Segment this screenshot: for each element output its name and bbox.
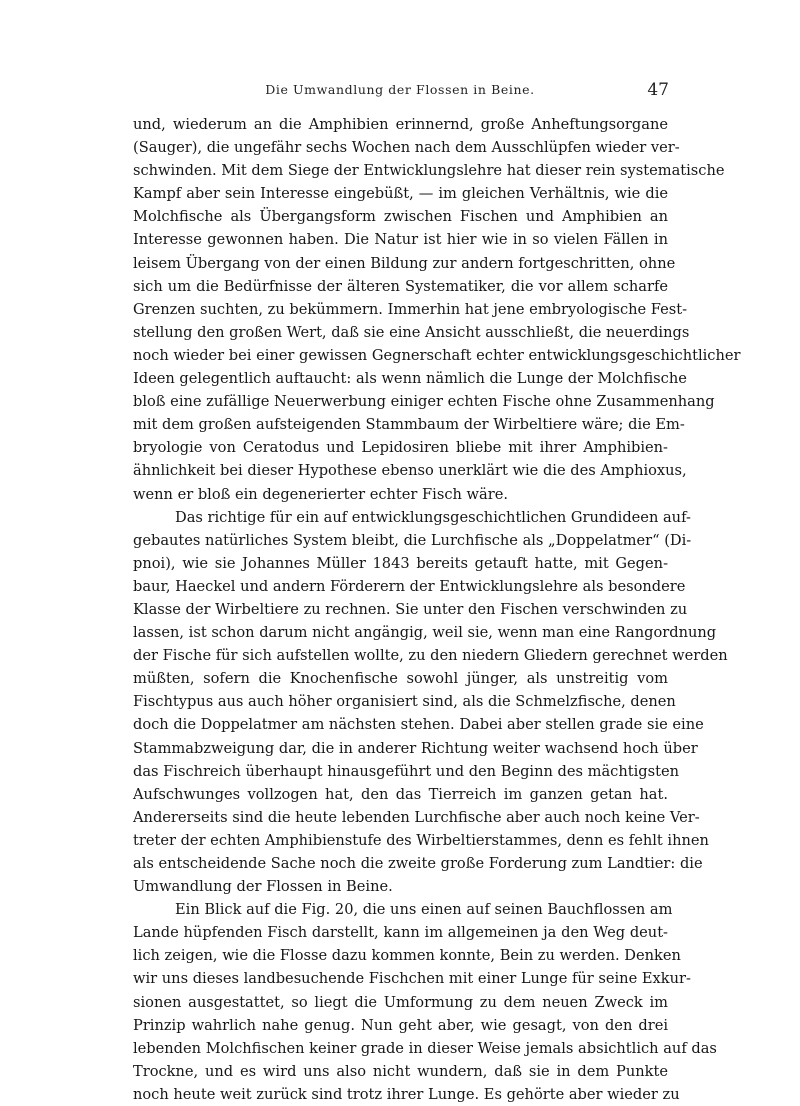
text-line: bryologie von Ceratodus und Lepidosiren bliebe mit ihrer Amphibien-	[133, 439, 668, 457]
text-line: Andererseits sind die heute lebenden Lurchfische aber auch noch keine Ver-	[133, 808, 700, 826]
text-line: treter der echten Amphibienstufe des Wirbeltierstammes, denn es fehlt ihnen	[133, 831, 709, 849]
text-line: Umwandlung der Flossen in Beine.	[133, 878, 393, 896]
text-line: Das richtige für ein auf entwicklungsgeschichtlichen Grundideen auf-	[175, 508, 691, 526]
text-line: noch wieder bei einer gewissen Gegnerschaft echter entwicklungsgeschichtlicher	[133, 346, 741, 364]
text-line: Lande hüpfenden Fisch darstellt, kann im allgemeinen ja den Weg deut-	[133, 924, 668, 942]
text-line: sionen ausgestattet, so liegt die Umformung zu dem neuen Zweck im	[133, 993, 668, 1011]
text-line: Stammabzweigung dar, die in anderer Richtung weiter wachsend hoch über	[133, 739, 698, 757]
text-line: schwinden. Mit dem Siege der Entwicklungslehre hat dieser rein systematische	[133, 162, 725, 180]
running-header	[0, 80, 800, 104]
text-line: ähnlichkeit bei dieser Hypothese ebenso unerklärt wie die des Amphioxus,	[133, 462, 687, 480]
text-line: Interesse gewonnen haben. Die Natur ist hier wie in so vielen Fällen in	[133, 231, 668, 249]
paragraph-3	[133, 898, 717, 1106]
text-line: der Fische für sich aufstellen wollte, zu den niedern Gliedern gerechnet werden	[133, 647, 728, 665]
text-line: stellung den großen Wert, daß sie eine Ansicht ausschließt, die neuerdings	[133, 323, 690, 341]
text-line: Ideen gelegentlich auftaucht: als wenn nämlich die Lunge der Molchfische	[133, 370, 687, 388]
text-line: doch die Doppelatmer am nächsten stehen. Dabei aber stellen grade sie eine	[133, 716, 704, 734]
text-line: Aufschwunges vollzogen hat, den das Tierreich im ganzen getan hat.	[133, 785, 668, 803]
text-line: Kampf aber sein Interesse eingebüßt, — im gleichen Verhältnis, wie die	[133, 185, 668, 203]
text-line: als entscheidende Sache noch die zweite große Forderung zum Landtier: die	[133, 855, 703, 872]
paragraph-2	[133, 506, 728, 899]
text-line: und, wiederum an die Amphibien erinnernd, große Anheftungsorgane	[133, 116, 668, 133]
paragraph-1	[133, 113, 741, 506]
text-line: mit dem großen aufsteigenden Stammbaum der Wirbeltiere wäre; die Em-	[133, 416, 685, 434]
text-line: sich um die Bedürfnisse der älteren Systematiker, die vor allem scharfe	[133, 277, 668, 295]
text-line: Fischtypus aus auch höher organisiert sind, als die Schmelzfische, denen	[133, 693, 676, 711]
text-line: bloß eine zufällige Neuerwerbung einiger echten Fische ohne Zusammenhang	[133, 393, 715, 411]
text-line: wir uns dieses landbesuchende Fischchen mit einer Lunge für seine Exkur-	[133, 970, 691, 988]
text-line: Prinzip wahrlich nahe genug. Nun geht aber, wie gesagt, von den drei	[133, 1016, 668, 1034]
text-line: baur, Haeckel und andern Förderern der Entwicklungslehre als besondere	[133, 577, 686, 595]
text-line: noch heute weit zurück sind trotz ihrer Lunge. Es gehörte aber wieder zu	[133, 1085, 680, 1103]
text-line: gebautes natürliches System bleibt, die Lurchfische als „Doppelatmer“ (Di-	[133, 531, 692, 549]
text-line: pnoi), wie sie Johannes Müller 1843 bereits getauft hatte, mit Gegen-	[133, 554, 668, 572]
text-line: wenn er bloß ein degenerierter echter Fisch wäre.	[133, 485, 508, 503]
text-line: müßten, sofern die Knochenfische sowohl jünger, als unstreitig vom	[133, 670, 668, 688]
text-line: leisem Übergang von der einen Bildung zur andern fortgeschritten, ohne	[133, 254, 676, 272]
body-text	[133, 113, 741, 1106]
page-number: 47	[647, 80, 669, 100]
text-line: Ein Blick auf die Fig. 20, die uns einen auf seinen Bauchflossen am	[175, 901, 673, 919]
text-line: Molchfische als Übergangsform zwischen Fischen und Amphibien an	[133, 208, 668, 226]
text-line: Grenzen suchten, zu bekümmern. Immerhin hat jene embryologische Fest-	[133, 300, 688, 318]
text-line: lebenden Molchfischen keiner grade in dieser Weise jemals absichtlich auf das	[133, 1039, 717, 1057]
text-line: das Fischreich überhaupt hinausgeführt und den Beginn des mächtigsten	[133, 762, 680, 780]
running-title: Die Umwandlung der Flossen in Beine.	[265, 82, 535, 97]
text-line: lassen, ist schon darum nicht angängig, weil sie, wenn man eine Rangordnung	[133, 624, 717, 642]
text-line: lich zeigen, wie die Flosse dazu kommen konnte, Bein zu werden. Denken	[133, 947, 681, 965]
text-line: Klasse der Wirbeltiere zu rechnen. Sie unter den Fischen verschwinden zu	[133, 600, 688, 618]
text-line: (Sauger), die ungefähr sechs Wochen nach dem Ausschlüpfen wieder ver-	[133, 139, 680, 157]
text-line: Trockne, und es wird uns also nicht wundern, daß sie in dem Punkte	[133, 1062, 668, 1080]
